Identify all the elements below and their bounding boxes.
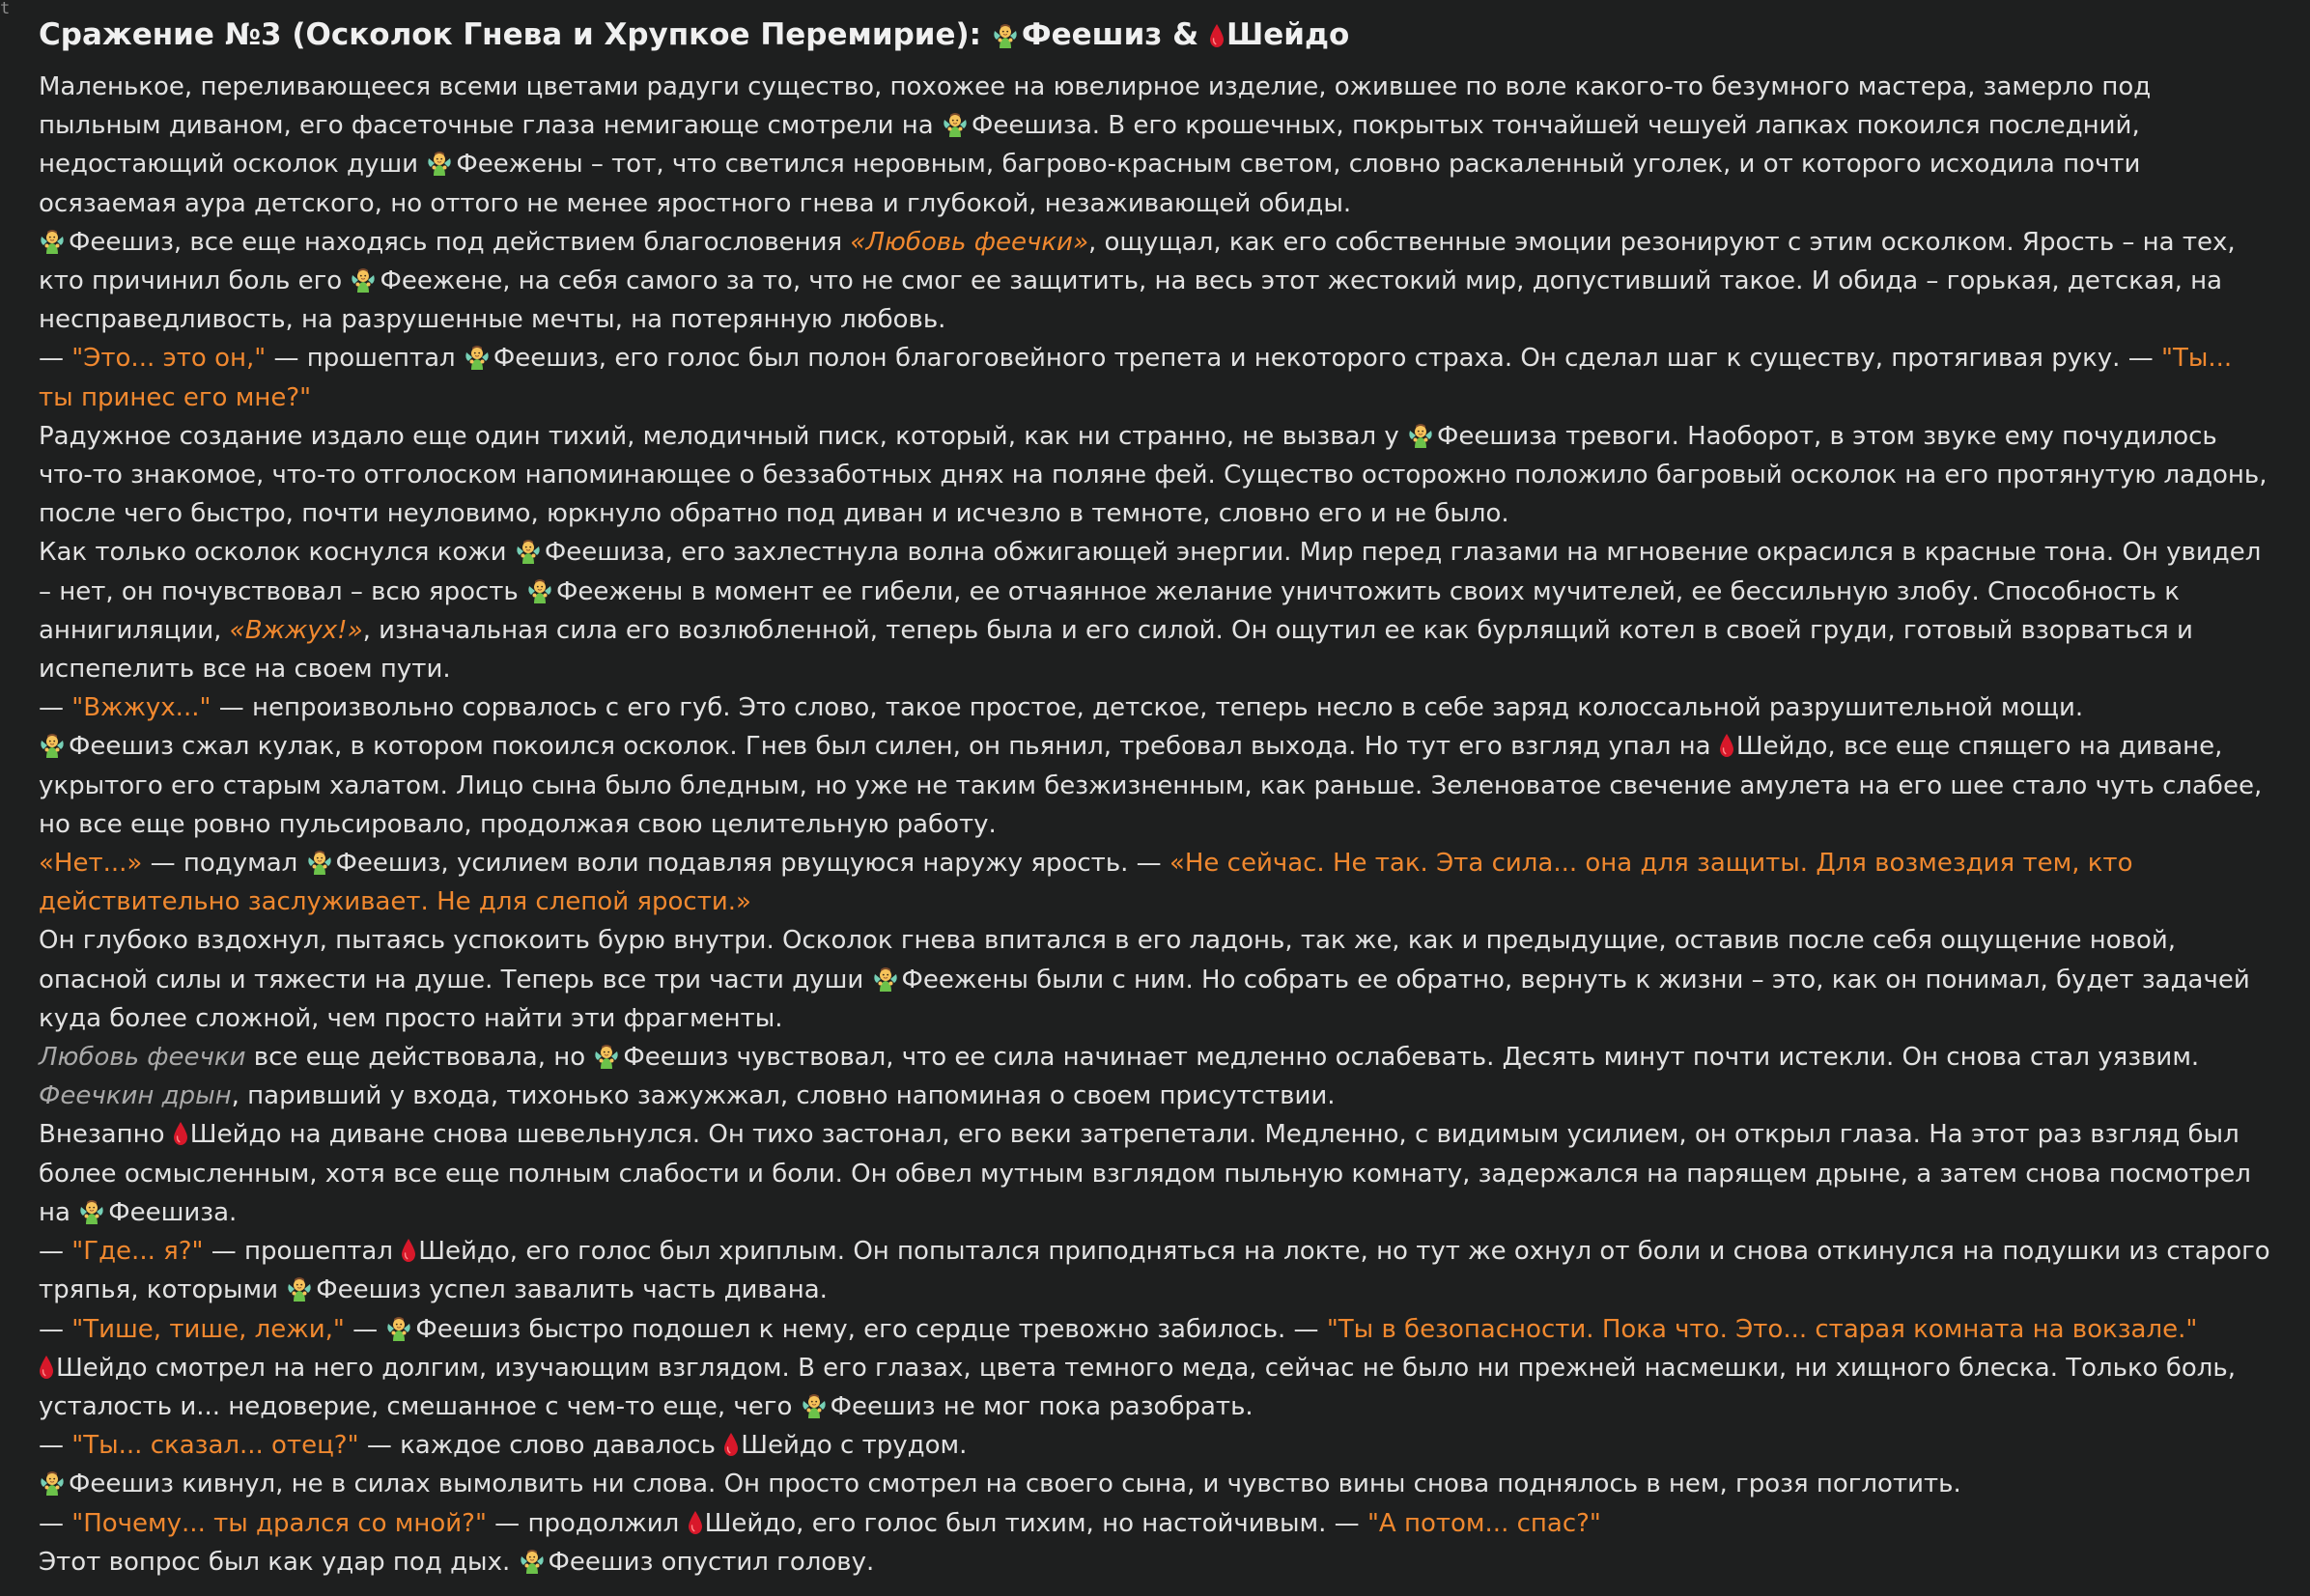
story-paragraph bbox=[39, 688, 2271, 727]
title-ampersand: & bbox=[1162, 17, 1209, 52]
fairy-icon bbox=[515, 538, 542, 565]
story-paragraph bbox=[39, 1465, 2271, 1503]
item-name: Любовь феечки bbox=[39, 1043, 246, 1073]
narration-text: — bbox=[39, 693, 72, 723]
narration-text: Шейдо смотрел на него долгим, изучающим взглядом. В его глазах, цвета темного меда, сейчас не было ни прежней насмешки, ни хищного блеска. Только боль, усталость и... недоверие, смешанное с чем-то еще, чего bbox=[39, 1353, 2236, 1421]
narration-text: Феешиза. bbox=[108, 1197, 238, 1227]
dialogue-quote: "Почему... ты дрался со мной?" bbox=[71, 1508, 487, 1538]
narration-text: Феежены были с ним. Но собрать ее обратно, вернуть к жизни – это, как он понимал, будет задачей куда более сложной, чем просто найти эти фрагменты. bbox=[39, 965, 2250, 1033]
fairy-icon bbox=[39, 1470, 66, 1497]
narration-text: Феежены в момент ее гибели, ее отчаянное желание уничтожить своих мучителей, ее бессильную злобу. Способность к аннигиляции, bbox=[39, 576, 2180, 645]
narration-text: Феешиз успел завалить часть дивана. bbox=[316, 1275, 828, 1305]
narration-text: все еще действовала, но bbox=[245, 1043, 594, 1073]
narration-text: Феешиз, все еще находясь под действием благословения bbox=[69, 227, 851, 257]
story-paragraph bbox=[39, 844, 2271, 921]
blood-drop-icon bbox=[1209, 23, 1225, 48]
fairy-icon bbox=[526, 577, 553, 604]
scroll-edge-mark: t bbox=[0, 0, 11, 18]
dialogue-quote: "Ты в безопасности. Пока что. Это... старая комната на вокзале." bbox=[1326, 1314, 2198, 1344]
fairy-icon bbox=[464, 344, 491, 371]
narration-text: Маленькое, переливающееся всеми цветами радуги существо, похожее на ювелирное изделие, ожившее по воле какого-то безумного мастера, замерло под пыльным диваном, его фасеточные глаза немигающе смотрели на bbox=[39, 72, 2152, 141]
narration-text: Феешиз, его голос был полон благоговейного трепета и некоторого страха. Он сделал шаг к существу, протягивая руку. — bbox=[493, 344, 2161, 374]
narration-text: Феешиз не мог пока разобрать. bbox=[830, 1391, 1254, 1421]
dialogue-quote: "Вжжух..." bbox=[71, 693, 211, 723]
narration-text: Феешиз сжал кулак, в котором покоился осколок. Гнев был силен, он пьянил, требовал выхода. Но тут его взгляд упал на bbox=[69, 732, 1719, 762]
fairy-icon bbox=[992, 22, 1019, 49]
blood-drop-icon bbox=[173, 1121, 188, 1146]
story-paragraph bbox=[39, 68, 2271, 223]
narration-text: Шейдо на диване снова шевельнулся. Он тихо застонал, его веки затрепетали. Медленно, с видимым усилием, он открыл глаза. На этот раз взгляд был более осмысленным, хотя все еще полным слабости и боли. Он обвел мутным взглядом пыльную комнату, задержался на парящем дрыне, а затем снова посмотрел на bbox=[39, 1120, 2251, 1227]
story-paragraph bbox=[39, 1504, 2271, 1543]
fairy-icon bbox=[872, 966, 899, 993]
narration-text: — bbox=[39, 1314, 72, 1344]
narration-text: , ощущал, как его собственные эмоции резонируют с этим осколком. Ярость – на тех, кто причинил боль его bbox=[39, 227, 2236, 296]
story-body bbox=[39, 68, 2271, 1582]
fairy-icon bbox=[801, 1392, 828, 1419]
narration-text: Шейдо, его голос был тихим, но настойчивым. — bbox=[704, 1508, 1367, 1538]
dialogue-quote: "Ты... сказал... отец?" bbox=[71, 1431, 359, 1461]
fairy-icon bbox=[39, 732, 66, 759]
story-paragraph bbox=[39, 921, 2271, 1038]
narration-text: — bbox=[39, 1508, 72, 1538]
fairy-icon bbox=[519, 1548, 546, 1575]
narration-text: — bbox=[39, 1431, 72, 1461]
narration-text: — продолжил bbox=[486, 1508, 688, 1538]
blood-drop-icon bbox=[39, 1355, 54, 1380]
title-character-1: Феешиз bbox=[1021, 17, 1163, 52]
narration-text: , паривший у входа, тихонько зажужжал, словно напоминая о своем присутствии. bbox=[231, 1081, 1336, 1111]
narration-text: Радужное создание издало еще один тихий, мелодичный писк, который, как ни странно, не вызвал у bbox=[39, 421, 1408, 451]
narration-text: — bbox=[39, 344, 72, 374]
story-paragraph bbox=[39, 533, 2271, 688]
narration-text: — подумал bbox=[142, 849, 306, 879]
narration-text: Феежене, на себя самого за то, что не смог ее защитить, на весь этот жестокий мир, допустивший такое. И обида – горькая, детская, на несправедливость, на разрушенные мечты, на потерянную любовь. bbox=[39, 266, 2223, 335]
dialogue-quote: "Это... это он," bbox=[71, 344, 267, 374]
narration-text: Шейдо, все еще спящего на диване, укрытого его старым халатом. Лицо сына было бледным, но уже не таким безжизненным, как раньше. Зеленоватое свечение амулета на его шее стало чуть слабее, но все еще ровно пульсировало, продолжая свою целительную работу. bbox=[39, 732, 2263, 839]
fairy-icon bbox=[1407, 422, 1434, 449]
blood-drop-icon bbox=[1719, 733, 1734, 758]
narration-text: Феешиза, его захлестнула волна обжигающей энергии. Мир перед глазами на мгновение окрасился в красные тона. Он увидел – нет, он почувствовал – всю ярость bbox=[39, 538, 2262, 606]
narration-text: Феешиз чувствовал, что ее сила начинает медленно ослабевать. Десять минут почти истекли. Он снова стал уязвим. bbox=[623, 1043, 2200, 1073]
narration-text: — непроизвольно сорвалось с его губ. Это слово, такое простое, детское, теперь несло в себе заряд колоссальной разрушительной мощи. bbox=[211, 693, 2084, 723]
blood-drop-icon bbox=[401, 1238, 416, 1263]
blood-drop-icon bbox=[688, 1510, 703, 1535]
fairy-icon bbox=[942, 111, 969, 138]
ability-name: «Вжжух!» bbox=[229, 615, 363, 645]
narration-text: — прошептал bbox=[266, 344, 464, 374]
narration-text: Внезапно bbox=[39, 1120, 173, 1150]
dialogue-quote: "А потом... спас?" bbox=[1366, 1508, 1601, 1538]
narration-text: — прошептал bbox=[203, 1237, 402, 1267]
dialogue-quote: "Тише, тише, лежи," bbox=[71, 1314, 345, 1344]
dialogue-quote: «Нет...» bbox=[39, 849, 143, 879]
narration-text: Феешиза. В его крошечных, покрытых тончайшей чешуей лапках покоился последний, недостающий осколок души bbox=[39, 111, 2140, 180]
story-paragraph bbox=[39, 1232, 2271, 1309]
narration-text: Феешиз опустил голову. bbox=[548, 1547, 875, 1577]
story-paragraph bbox=[39, 223, 2271, 340]
bottom-edge bbox=[0, 1588, 2310, 1596]
battle-title bbox=[39, 14, 2271, 56]
narration-text: Этот вопрос был как удар под дых. bbox=[39, 1547, 519, 1577]
story-paragraph bbox=[39, 1310, 2271, 1349]
narration-text: Шейдо, его голос был хриплым. Он попытался приподняться на локте, но тут же охнул от боли и снова откинулся на подушки из старого тряпья, которыми bbox=[39, 1237, 2270, 1305]
narration-text: Феешиз, усилием воли подавляя рвущуюся наружу ярость. — bbox=[335, 849, 1169, 879]
narration-text: — bbox=[344, 1314, 386, 1344]
title-prefix: Сражение №3 (Осколок Гнева и Хрупкое Перемирие): bbox=[39, 17, 992, 52]
blood-drop-icon bbox=[723, 1432, 739, 1457]
fairy-icon bbox=[385, 1315, 412, 1342]
fairy-icon bbox=[593, 1043, 620, 1070]
item-name: Феечкин дрын bbox=[39, 1081, 232, 1111]
narration-text: , изначальная сила его возлюбленной, теперь была и его силой. Он ощутил ее как бурлящий котел в своей груди, готовый взорваться и испепелить все на своем пути. bbox=[39, 615, 2193, 685]
story-paragraph bbox=[39, 1349, 2271, 1426]
fairy-icon bbox=[350, 266, 377, 294]
dialogue-quote: "Где... я?" bbox=[71, 1237, 204, 1267]
story-paragraph bbox=[39, 1115, 2271, 1232]
narration-text: Феешиз кивнул, не в силах вымолвить ни слова. Он просто смотрел на своего сына, и чувство вины снова поднялось в нем, грозя поглотить. bbox=[69, 1470, 1961, 1499]
fairy-icon bbox=[306, 849, 333, 876]
title-character-2: Шейдо bbox=[1225, 17, 1350, 52]
fairy-icon bbox=[426, 150, 453, 177]
story-paragraph bbox=[39, 417, 2271, 534]
narration-text: Феежены – тот, что светился неровным, багрово-красным светом, словно раскаленный уголек, и от которого исходила почти осязаемая аура детского, но оттого не менее яростного гнева и глубокой, незаживающей обиды. bbox=[39, 150, 2141, 218]
narration-text: — каждое слово давалось bbox=[358, 1431, 724, 1461]
fairy-icon bbox=[39, 228, 66, 255]
story-paragraph bbox=[39, 1077, 2271, 1115]
story-paragraph bbox=[39, 727, 2271, 844]
story-paragraph bbox=[39, 1543, 2271, 1582]
fairy-icon bbox=[286, 1275, 313, 1302]
narration-text: Как только осколок коснулся кожи bbox=[39, 538, 515, 568]
narration-text: Он глубоко вздохнул, пытаясь успокоить бурю внутри. Осколок гнева впитался в его ладонь, так же, как и предыдущие, оставив после себя ощущение новой, опасной силы и тяжести на душе. Теперь все три части души bbox=[39, 926, 2177, 994]
story-paragraph bbox=[39, 339, 2271, 416]
dialogue-quote: "Ты... ты принес его мне?" bbox=[39, 344, 2233, 412]
narration-text: Шейдо с трудом. bbox=[741, 1431, 968, 1461]
story-paragraph bbox=[39, 1038, 2271, 1077]
story-paragraph bbox=[39, 1426, 2271, 1465]
narration-text: Феешиза тревоги. Наоборот, в этом звуке ему почудилось что-то знакомое, что-то отголоском напоминающее о беззаботных днях на поляне фей. Существо осторожно положило багровый осколок на его протянутую ладонь, после чего быстро, почти неуловимо, юркнуло обратно под диван и исчезло в темноте, словно его и не было. bbox=[39, 421, 2268, 529]
ability-name: «Любовь феечки» bbox=[850, 227, 1088, 257]
narration-text: Феешиз быстро подошел к нему, его сердце тревожно забилось. — bbox=[415, 1314, 1327, 1344]
narration-text: — bbox=[39, 1237, 72, 1267]
dialogue-quote: «Не сейчас. Не так. Эта сила... она для защиты. Для возмездия тем, кто действительно заслуживает. Не для слепой ярости.» bbox=[39, 849, 2133, 917]
fairy-icon bbox=[78, 1198, 105, 1225]
